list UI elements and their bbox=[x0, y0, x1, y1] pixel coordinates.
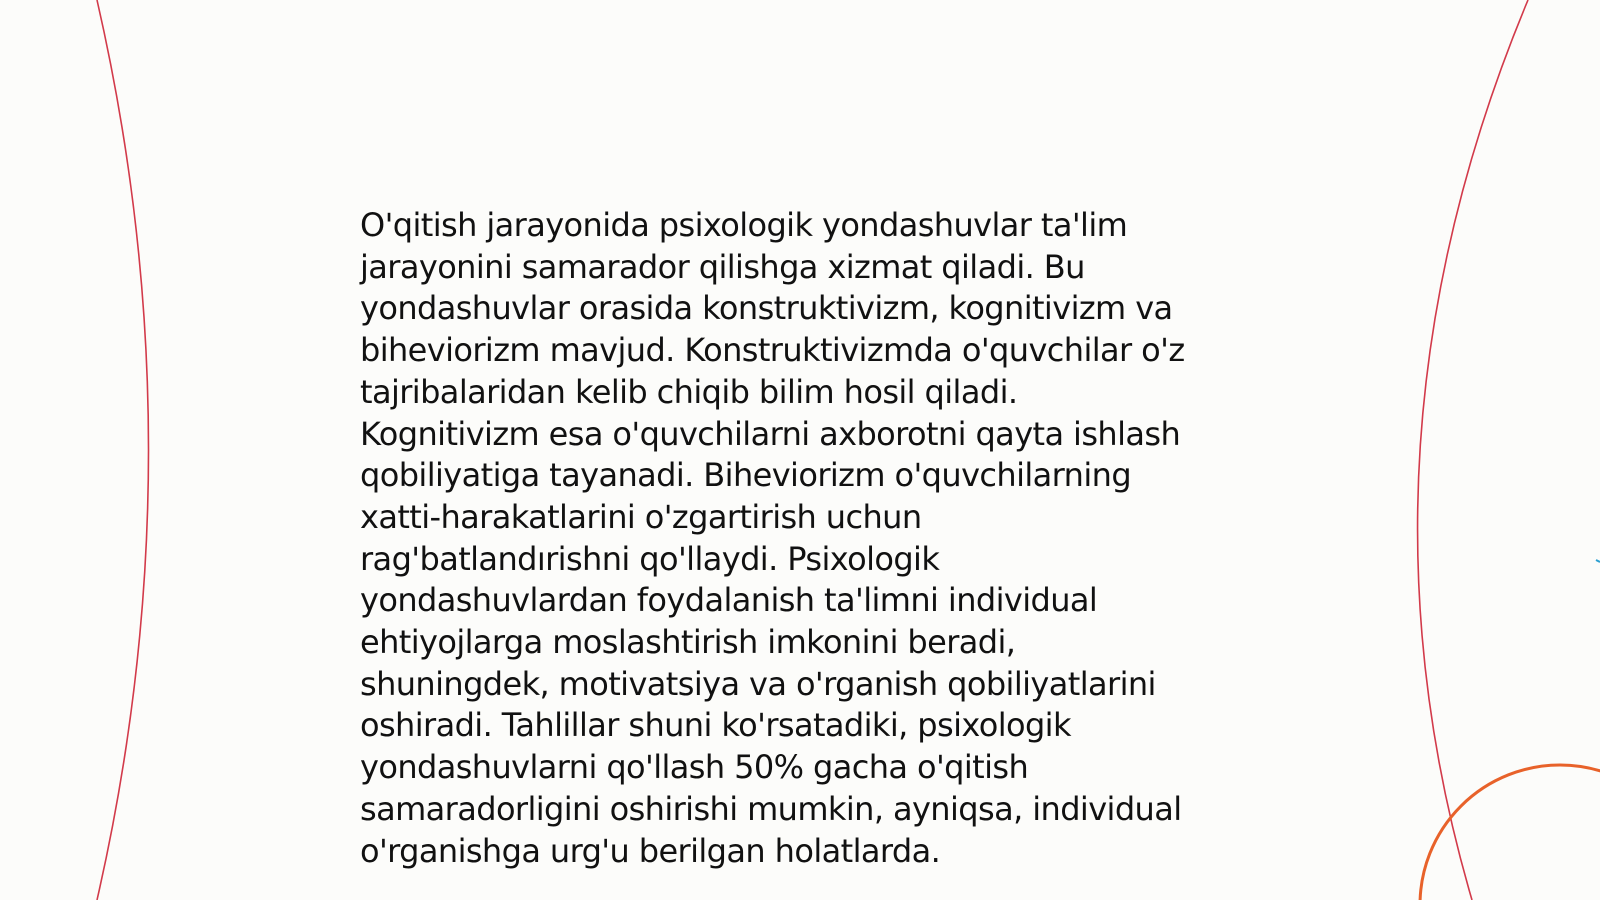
left-curve-line bbox=[97, 0, 149, 900]
right-curve-line bbox=[1418, 0, 1528, 900]
orange-circle-arc bbox=[1420, 765, 1600, 900]
body-paragraph: O'qitish jarayonida psixologik yondashuvlar ta'lim jarayonini samarador qilishga xizmat qiladi. Bu yondashuvlar orasida konstruktivizm, kognitivizm va biheviorizm mavjud. Konstruktivizmda o'quvchilar o'z tajribalaridan kelib chiqib bilim hosil qiladi. Kognitivizm esa o'quvchilarni axborotni qayta ishlash qobiliyatiga tayanadi. Biheviorizm o'quvchilarning xatti-harakatlarini o'zgartirish uchun rag'batlandırishni qo'llaydi. Psixologik yondashuvlardan foydalanish ta'limni individual ehtiyojlarga moslashtirish imkonini beradi, shuningdek, motivatsiya va o'rganish qobiliyatlarini oshiradi. Tahlillar shuni ko'rsatadiki, psixologik yondashuvlarni qo'llash 50% gacha o'qitish samaradorligini oshirishi mumkin, ayniqsa, individual o'rganishga urg'u berilgan holatlarda. bbox=[360, 206, 1185, 870]
teal-mark bbox=[1596, 560, 1600, 562]
